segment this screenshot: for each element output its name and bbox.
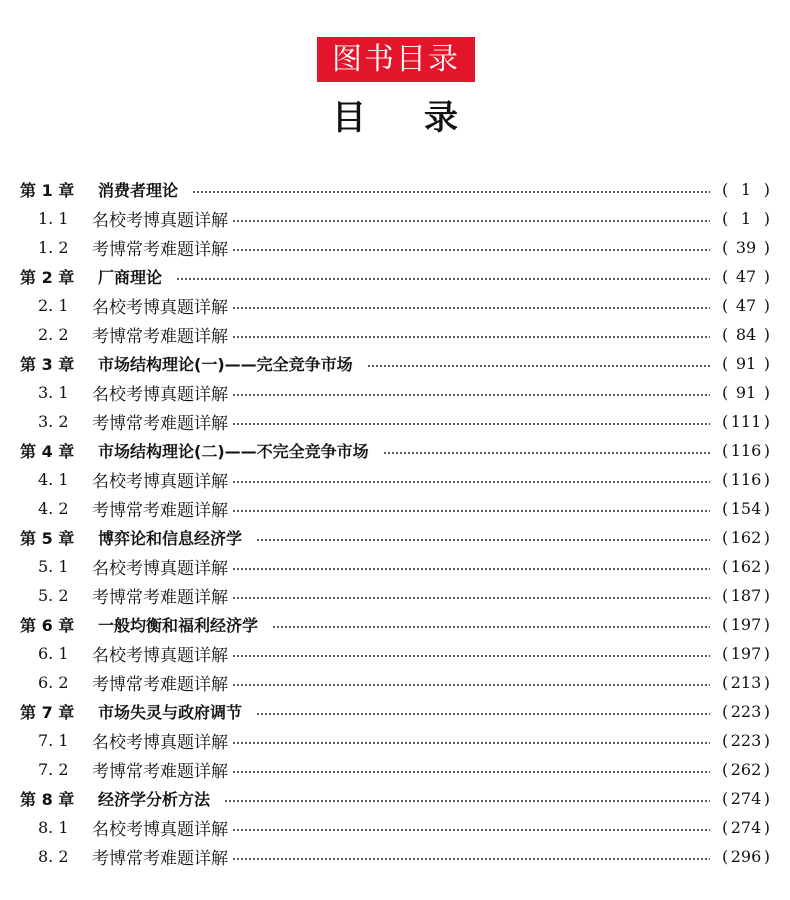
page-value: 91 <box>735 354 757 373</box>
page-number <box>722 557 770 576</box>
page-value: 154 <box>730 499 762 518</box>
toc-section-entry[interactable] <box>0 639 790 668</box>
chapter-number: 第 7 章 <box>20 703 75 722</box>
close-paren: ) <box>763 296 770 315</box>
open-paren: ( <box>722 238 729 257</box>
page-value: 111 <box>730 412 762 431</box>
dot-leader <box>176 278 710 280</box>
dot-leader <box>192 191 710 193</box>
open-paren: ( <box>722 441 729 460</box>
chapter-number: 第 4 章 <box>20 442 75 461</box>
open-paren: ( <box>722 673 729 692</box>
chapter-title: 市场结构理论(二)——不完全竞争市场 <box>98 442 369 461</box>
close-paren: ) <box>763 760 770 779</box>
section-title: 考博常考难题详解 <box>92 501 228 521</box>
toc-chapter-entry[interactable] <box>0 262 790 291</box>
toc-section-entry[interactable] <box>0 842 790 871</box>
section-title: 名校考博真题详解 <box>92 820 228 840</box>
page-value: 47 <box>735 296 757 315</box>
open-paren: ( <box>722 499 729 518</box>
page-number <box>722 209 770 228</box>
page-number <box>722 325 770 344</box>
page-value: 262 <box>730 760 762 779</box>
page-value: 197 <box>730 615 762 634</box>
chapter-title: 消费者理论 <box>98 181 179 200</box>
page-value: 162 <box>730 528 762 547</box>
toc-section-entry[interactable] <box>0 726 790 755</box>
close-paren: ) <box>763 180 770 199</box>
dot-leader <box>232 742 710 744</box>
dot-leader <box>367 365 710 367</box>
dot-leader <box>232 510 710 512</box>
section-title: 考博常考难题详解 <box>92 675 228 695</box>
open-paren: ( <box>722 325 729 344</box>
chapter-title: 厂商理论 <box>98 268 163 287</box>
page-title: 目录 <box>332 98 516 138</box>
section-title: 名校考博真题详解 <box>92 211 228 231</box>
close-paren: ) <box>763 209 770 228</box>
page-number <box>722 818 770 837</box>
close-paren: ) <box>763 267 770 286</box>
page-value: 116 <box>730 441 762 460</box>
open-paren: ( <box>722 528 729 547</box>
section-title: 考博常考难题详解 <box>92 240 228 260</box>
close-paren: ) <box>763 673 770 692</box>
open-paren: ( <box>722 296 729 315</box>
toc-section-entry[interactable] <box>0 320 790 349</box>
chapter-number: 第 2 章 <box>20 268 75 287</box>
open-paren: ( <box>722 180 729 199</box>
page-value: 274 <box>730 818 762 837</box>
page-number <box>722 702 770 721</box>
section-title: 名校考博真题详解 <box>92 472 228 492</box>
dot-leader <box>232 771 710 773</box>
page-number <box>722 499 770 518</box>
toc-section-entry[interactable] <box>0 755 790 784</box>
close-paren: ) <box>763 615 770 634</box>
open-paren: ( <box>722 644 729 663</box>
page-number <box>722 238 770 257</box>
section-title: 考博常考难题详解 <box>92 849 228 869</box>
close-paren: ) <box>763 412 770 431</box>
chapter-title: 经济学分析方法 <box>98 790 211 809</box>
page-number <box>722 644 770 663</box>
chapter-number: 第 3 章 <box>20 355 75 374</box>
close-paren: ) <box>763 702 770 721</box>
toc-section-entry[interactable] <box>0 552 790 581</box>
toc-section-entry[interactable] <box>0 668 790 697</box>
page-value: 274 <box>730 789 762 808</box>
section-title: 考博常考难题详解 <box>92 414 228 434</box>
chapter-title: 市场失灵与政府调节 <box>98 703 243 722</box>
page-number <box>722 615 770 634</box>
toc-section-entry[interactable] <box>0 407 790 436</box>
page-value: 187 <box>730 586 762 605</box>
dot-leader <box>232 597 710 599</box>
toc-section-entry[interactable] <box>0 233 790 262</box>
section-number: 4. 1 <box>38 470 69 489</box>
toc-section-entry[interactable] <box>0 813 790 842</box>
page-value: 1 <box>740 180 752 199</box>
section-number: 8. 1 <box>38 818 69 837</box>
close-paren: ) <box>763 789 770 808</box>
page-value: 197 <box>730 644 762 663</box>
section-number: 5. 1 <box>38 557 69 576</box>
open-paren: ( <box>722 847 729 866</box>
close-paren: ) <box>763 731 770 750</box>
page-value: 39 <box>735 238 757 257</box>
section-title: 名校考博真题详解 <box>92 559 228 579</box>
open-paren: ( <box>722 209 729 228</box>
page-number <box>722 789 770 808</box>
open-paren: ( <box>722 383 729 402</box>
page-value: 162 <box>730 557 762 576</box>
page-number <box>722 586 770 605</box>
close-paren: ) <box>763 238 770 257</box>
page-number <box>722 354 770 373</box>
dot-leader <box>232 829 710 831</box>
dot-leader <box>232 858 710 860</box>
open-paren: ( <box>722 470 729 489</box>
book-contents-badge: 图书目录 <box>317 37 475 82</box>
page-number <box>722 731 770 750</box>
toc-section-entry[interactable] <box>0 494 790 523</box>
dot-leader <box>232 249 710 251</box>
toc-chapter-entry[interactable] <box>0 175 790 204</box>
open-paren: ( <box>722 586 729 605</box>
close-paren: ) <box>763 557 770 576</box>
toc-chapter-entry[interactable] <box>0 697 790 726</box>
dot-leader <box>272 626 710 628</box>
close-paren: ) <box>763 528 770 547</box>
open-paren: ( <box>722 789 729 808</box>
section-number: 6. 2 <box>38 673 69 692</box>
section-number: 6. 1 <box>38 644 69 663</box>
toc-chapter-entry[interactable] <box>0 610 790 639</box>
page-number <box>722 470 770 489</box>
dot-leader <box>232 684 710 686</box>
toc-section-entry[interactable] <box>0 465 790 494</box>
chapter-title: 一般均衡和福利经济学 <box>98 616 259 635</box>
close-paren: ) <box>763 847 770 866</box>
open-paren: ( <box>722 615 729 634</box>
section-title: 名校考博真题详解 <box>92 385 228 405</box>
dot-leader <box>224 800 710 802</box>
dot-leader <box>232 568 710 570</box>
chapter-title: 市场结构理论(一)——完全竞争市场 <box>98 355 353 374</box>
toc-section-entry[interactable] <box>0 291 790 320</box>
dot-leader <box>256 713 710 715</box>
close-paren: ) <box>763 499 770 518</box>
open-paren: ( <box>722 412 729 431</box>
page-number <box>722 528 770 547</box>
chapter-number: 第 6 章 <box>20 616 75 635</box>
section-number: 3. 1 <box>38 383 69 402</box>
close-paren: ) <box>763 586 770 605</box>
dot-leader <box>232 655 710 657</box>
section-number: 3. 2 <box>38 412 69 431</box>
section-number: 7. 1 <box>38 731 69 750</box>
page-number <box>722 760 770 779</box>
close-paren: ) <box>763 383 770 402</box>
section-number: 2. 1 <box>38 296 69 315</box>
open-paren: ( <box>722 760 729 779</box>
chapter-number: 第 5 章 <box>20 529 75 548</box>
section-title: 考博常考难题详解 <box>92 762 228 782</box>
dot-leader <box>232 394 710 396</box>
page-number <box>722 412 770 431</box>
section-number: 5. 2 <box>38 586 69 605</box>
page-value: 1 <box>740 209 752 228</box>
open-paren: ( <box>722 354 729 373</box>
section-number: 8. 2 <box>38 847 69 866</box>
page-number <box>722 383 770 402</box>
chapter-number: 第 8 章 <box>20 790 75 809</box>
close-paren: ) <box>763 354 770 373</box>
dot-leader <box>383 452 710 454</box>
dot-leader <box>232 481 710 483</box>
section-title: 考博常考难题详解 <box>92 327 228 347</box>
page-number <box>722 673 770 692</box>
dot-leader <box>256 539 710 541</box>
page-number <box>722 267 770 286</box>
page-value: 223 <box>730 702 762 721</box>
page-number <box>722 441 770 460</box>
section-number: 2. 2 <box>38 325 69 344</box>
toc-section-entry[interactable] <box>0 581 790 610</box>
chapter-title: 博弈论和信息经济学 <box>98 529 243 548</box>
section-title: 考博常考难题详解 <box>92 588 228 608</box>
close-paren: ) <box>763 470 770 489</box>
dot-leader <box>232 220 710 222</box>
section-number: 1. 2 <box>38 238 69 257</box>
section-title: 名校考博真题详解 <box>92 646 228 666</box>
open-paren: ( <box>722 557 729 576</box>
section-number: 7. 2 <box>38 760 69 779</box>
section-number: 4. 2 <box>38 499 69 518</box>
page-value: 84 <box>735 325 757 344</box>
close-paren: ) <box>763 325 770 344</box>
page-value: 213 <box>730 673 762 692</box>
page-value: 91 <box>735 383 757 402</box>
open-paren: ( <box>722 702 729 721</box>
open-paren: ( <box>722 267 729 286</box>
chapter-number: 第 1 章 <box>20 181 75 200</box>
toc-section-entry[interactable] <box>0 378 790 407</box>
close-paren: ) <box>763 644 770 663</box>
open-paren: ( <box>722 818 729 837</box>
section-title: 名校考博真题详解 <box>92 733 228 753</box>
dot-leader <box>232 336 710 338</box>
page-number <box>722 296 770 315</box>
toc-chapter-entry[interactable] <box>0 523 790 552</box>
dot-leader <box>232 307 710 309</box>
section-title: 名校考博真题详解 <box>92 298 228 318</box>
section-number: 1. 1 <box>38 209 69 228</box>
toc-chapter-entry[interactable] <box>0 784 790 813</box>
page-value: 223 <box>730 731 762 750</box>
page-value: 116 <box>730 470 762 489</box>
page-value: 47 <box>735 267 757 286</box>
open-paren: ( <box>722 731 729 750</box>
toc-chapter-entry[interactable] <box>0 436 790 465</box>
close-paren: ) <box>763 818 770 837</box>
dot-leader <box>232 423 710 425</box>
page-number <box>722 847 770 866</box>
page-number <box>722 180 770 199</box>
close-paren: ) <box>763 441 770 460</box>
toc-chapter-entry[interactable] <box>0 349 790 378</box>
toc-section-entry[interactable] <box>0 204 790 233</box>
page-value: 296 <box>730 847 762 866</box>
